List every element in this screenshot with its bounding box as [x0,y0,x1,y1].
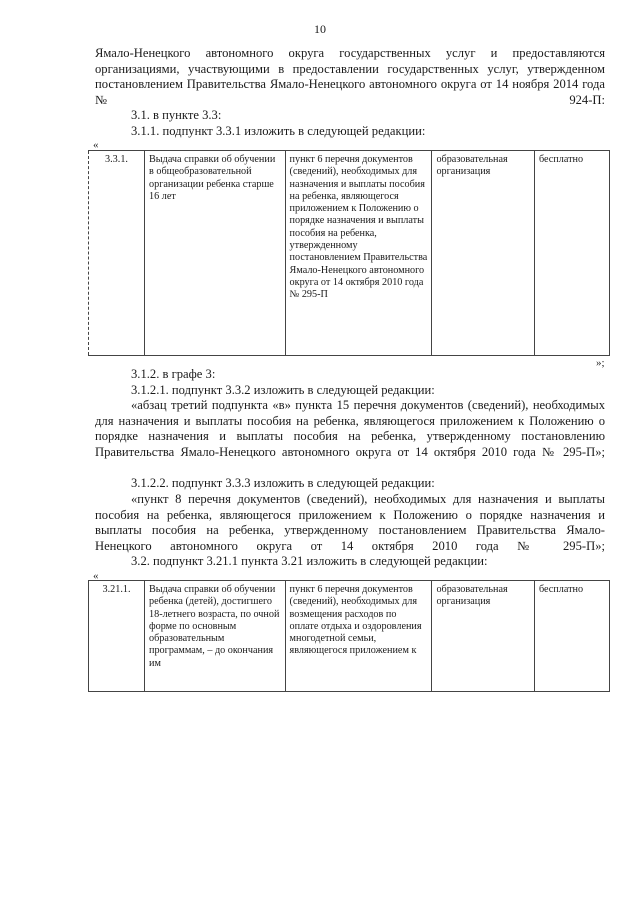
open-quote-2: « [93,570,99,582]
service-fee: бесплатно [534,581,609,692]
item-3-2: 3.2. подпункт 3.21.1 пункта 3.21 изложить в следующей редакции: [131,554,488,568]
item-3-1: 3.1. в пункте 3.3: [131,108,222,122]
services-table-1 [88,150,610,356]
service-number: 3.21.1. [89,581,145,692]
intro-paragraph: Ямало-Ненецкого автономного округа государственных услуг и предоставляются организациями, участвующими в предоставлении государственных услуг, утвержденном постановлением Правительства Ямало-Ненецкого автономного округа от 14 ноября 2014 года № 924-П: [95,46,605,107]
service-basis: пункт 6 перечня документов (сведений), необходимых для назначения и выплаты пособия на ребенка, являющегося приложением к Положению о порядке назначения и выплаты пособия на ребенка, утвержденному постановлением Правительства Ямало-Ненецкого автономного округа от 14 октября 2010 года № 295-П [285,151,432,356]
item-3-1-2-1: 3.1.2.1. подпункт 3.3.2 изложить в следующей редакции: [131,383,435,397]
service-name: Выдача справки об обучении ребенка (детей), достигшего 18-летнего возраста, по очной форме по основным образовательным программам, – до окончания им [145,581,286,692]
item-3-1-1: 3.1.1. подпункт 3.3.1 изложить в следующей редакции: [131,124,426,138]
service-basis: пункт 6 перечня документов (сведений), необходимых для возмещения расходов по оплате отдыха и оздоровления многодетной семьи, являющегося приложением к [285,581,432,692]
services-table-2 [88,580,610,692]
page-number: 10 [314,22,326,36]
table-row [89,151,610,356]
service-organization: образовательная организация [432,151,535,356]
table-row [89,581,610,692]
text-3-1-2-1: «абзац третий подпункта «в» пункта 15 перечня документов (сведений), необходимых для назначения и выплаты пособия на ребенка, являющегося приложением к Положению о порядке назначения и выплаты пособия на ребенка, утвержденному постановлению Правительства Ямало-Ненецкого автономного округа от 14 октября 2010 года № 295-П»; [95,398,605,459]
service-fee: бесплатно [534,151,609,356]
close-quote-1: »; [596,357,605,369]
text-3-1-2-2: «пункт 8 перечня документов (сведений), необходимых для назначения и выплаты пособия на ребенка, являющегося приложением к Положению о порядке назначения и выплаты пособия на ребенка, утвержденному постановлением Правительства Ямало-Ненецкого автономного округа от 14 октября 2010 года № 295-П»; [95,492,605,553]
service-number: 3.3.1. [89,151,145,356]
item-3-1-2-2: 3.1.2.2. подпункт 3.3.3 изложить в следующей редакции: [131,476,435,490]
item-3-1-2: 3.1.2. в графе 3: [131,367,216,381]
service-name: Выдача справки об обучении в общеобразовательной организации ребенка старше 16 лет [145,151,286,356]
service-organization: образовательная организация [432,581,535,692]
open-quote-1: « [93,139,99,151]
